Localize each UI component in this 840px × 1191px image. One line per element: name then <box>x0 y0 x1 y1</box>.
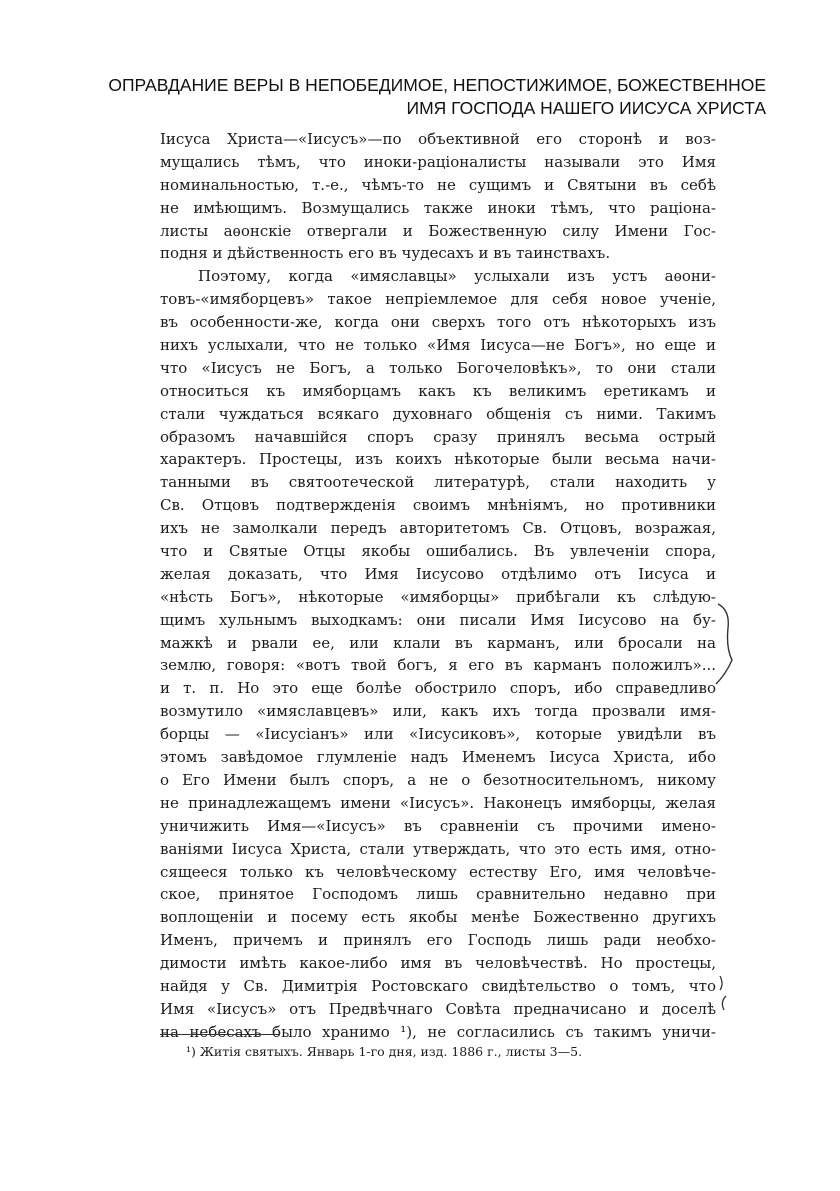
body-line: характеръ. Простецы, изъ коихъ нѣкоторые были весьма начи- <box>160 450 716 469</box>
pencil-bracket-mark <box>712 598 742 688</box>
body-line: Іисуса Христа—«Іисусъ»—по объективной его сторонѣ и воз- <box>160 130 716 148</box>
header-line-2: ИМЯ ГОСПОДА НАШЕГО ИИСУСА ХРИСТА <box>406 98 766 118</box>
body-line: стали чуждаться всякаго духовнаго общенія съ ними. Такимъ <box>160 404 716 423</box>
body-line: ихъ не замолкали передъ авторитетомъ Св. Отцовъ, возражая, <box>160 519 716 538</box>
body-line: Св. Отцовъ подтвержденія своимъ мнѣніямъ, но противники <box>160 496 716 515</box>
body-line: Именъ, причемъ и принялъ его Господь лишь ради необхо- <box>160 931 716 950</box>
body-line: номинальностью, т.-е., чѣмъ-то не сущимъ и Святыни въ себѣ <box>160 175 716 194</box>
body-line: землю, говоря: «вотъ твой богъ, я его въ карманъ положилъ»... <box>160 656 716 675</box>
body-text <box>160 128 716 1044</box>
body-line: товъ-«имяборцевъ» такое непріемлемое для себя новое ученіе, <box>160 290 716 309</box>
body-line: подня и дѣйственность его въ чудесахъ и въ таинствахъ. <box>160 244 611 263</box>
body-line: и т. п. Но это еще болѣе обострило споръ, ибо справедливо <box>160 679 716 698</box>
body-line: нихъ услыхали, что не только «Имя Іисуса—не Богъ», но еще и <box>160 336 716 355</box>
body-line: танными въ святоотеческой литературѣ, стали находить у <box>160 473 716 492</box>
body-line: не имѣющимъ. Возмущались также иноки тѣмъ, что раціона- <box>160 198 716 217</box>
header-line-1: ОПРАВДАНИЕ ВЕРЫ В НЕПОБЕДИМОЕ, НЕПОСТИЖИМОЕ, БОЖЕСТВЕННОЕ <box>108 75 766 95</box>
body-line: листы аѳонскіе отвергали и Божественную силу Имени Гос- <box>160 221 716 240</box>
body-line: уничижить Имя—«Іисусъ» въ сравненіи съ прочими имено- <box>160 816 716 835</box>
body-line: о Его Имени былъ споръ, а не о безотносительномъ, никому <box>160 770 716 789</box>
pencil-margin-mark <box>712 974 732 1014</box>
body-line: на небесахъ было хранимо ¹), не согласились съ такимъ уничи- <box>160 1022 716 1041</box>
body-line: воплощеніи и посему есть якобы менѣе Божественно другихъ <box>160 908 716 927</box>
body-line: сящееся только къ человѣческому естеству Его, имя человѣче- <box>160 862 716 881</box>
body-line: ское, принятое Господомъ лишь сравнительно недавно при <box>160 885 716 904</box>
body-line: Поэтому, когда «имяславцы» услыхали изъ устъ аѳони- <box>198 267 716 286</box>
body-line: ваніями Іисуса Христа, стали утверждать, что это есть имя, отно- <box>160 839 716 858</box>
body-line: Имя «Іисусъ» отъ Предвѣчнаго Совѣта предначисано и доселѣ <box>160 999 716 1018</box>
running-header <box>60 74 766 120</box>
body-line: что «Іисусъ не Богъ, а только Богочеловѣкъ», то они стали <box>160 358 716 377</box>
body-line: образомъ начавшійся споръ сразу принялъ весьма острый <box>160 427 716 446</box>
body-line: найдя у Св. Димитрія Ростовскаго свидѣтельство о томъ, что <box>160 976 716 995</box>
body-line: этомъ завѣдомое глумленіе надъ Именемъ Іисуса Христа, ибо <box>160 748 716 767</box>
body-line: возмутило «имяславцевъ» или, какъ ихъ тогда прозвали имя- <box>160 702 716 721</box>
body-line: щимъ хульнымъ выходкамъ: они писали Имя Іисусово на бу- <box>160 610 716 629</box>
body-line: въ особенности-же, когда они сверхъ того отъ нѣкоторыхъ изъ <box>160 313 716 332</box>
body-line: не принадлежащемъ имени «Іисусъ». Наконецъ имяборцы, желая <box>160 793 716 812</box>
body-line: мажкѣ и рвали ее, или клали въ карманъ, или бросали на <box>160 633 716 652</box>
body-line: что и Святые Отцы якобы ошибались. Въ увлеченіи спора, <box>160 542 716 561</box>
body-line: димости имѣть какое-либо имя въ человѣчествѣ. Но простецы, <box>160 954 716 973</box>
body-line: относиться къ имяборцамъ какъ къ великимъ еретикамъ и <box>160 381 716 400</box>
footnote: ¹) Житія святыхъ. Январь 1-го дня, изд. 1886 г., листы 3—5. <box>186 1044 583 1059</box>
body-line: желая доказать, что Имя Іисусово отдѣлимо отъ Іисуса и <box>160 564 716 583</box>
body-line: «нѣсть Богъ», нѣкоторые «имяборцы» прибѣгали къ слѣдую- <box>160 587 716 606</box>
footnote-rule <box>160 1034 280 1035</box>
body-line: борцы — «Іисусіанъ» или «Іисусиковъ», которые увидѣли въ <box>160 725 716 744</box>
body-line: мущались тѣмъ, что иноки-раціоналисты называли это Имя <box>160 152 716 171</box>
